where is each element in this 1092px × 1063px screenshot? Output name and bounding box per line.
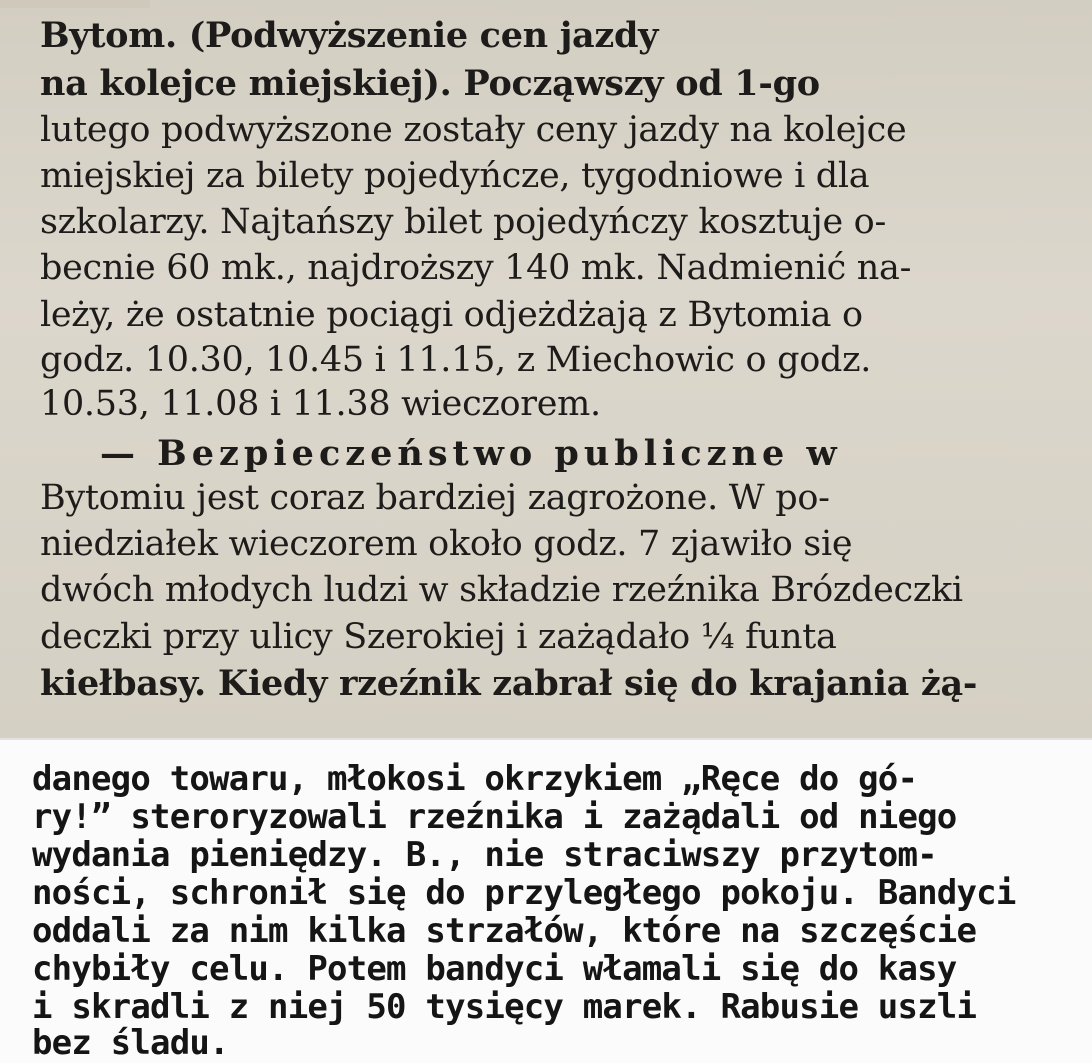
text-line: ności, schronił się do przyległego pokoju. Bandyci bbox=[32, 874, 1016, 912]
text-line: dwóch młodych ludzi w składzie rzeźnika Brózdeczki bbox=[40, 570, 963, 610]
text-line: becnie 60 mk., najdroższy 140 mk. Nadmienić na- bbox=[40, 248, 912, 288]
text-line: 10.53, 11.08 i 11.38 wieczorem. bbox=[40, 384, 601, 424]
torn-edge bbox=[0, 0, 150, 8]
text-line: kiełbasy. Kiedy rzeźnik zabrał się do krajania żą- bbox=[40, 664, 978, 704]
text-line: leży, że ostatnie pociągi odjeżdżają z Bytomia o bbox=[40, 295, 863, 335]
text-line: danego towaru, młokosi okrzykiem „Ręce do gó- bbox=[32, 760, 918, 798]
text-line: niedziałek wieczorem około godz. 7 zjawiło się bbox=[40, 524, 853, 564]
text-line: chybiły celu. Potem bandyci włamali się do kasy bbox=[32, 950, 957, 988]
text-line: oddali za nim kilka strzałów, które na szczęście bbox=[32, 912, 977, 950]
text-line: wydania pieniędzy. B., nie straciwszy przytom- bbox=[32, 836, 937, 874]
text-line: godz. 10.30, 10.45 i 11.15, z Miechowic o godz. bbox=[40, 340, 872, 380]
text-line: na kolejce miejskiej). Począwszy od 1-go bbox=[40, 64, 820, 104]
text-line: lutego podwyższone zostały ceny jazdy na kolejce bbox=[40, 110, 907, 150]
text-line: Bytom. (Podwyższenie cen jazdy bbox=[40, 16, 659, 56]
newspaper-clipping-bottom bbox=[0, 738, 1092, 1063]
text-line: Bytomiu jest coraz bardziej zagrożone. W po- bbox=[40, 478, 830, 518]
text-line: bez śladu. bbox=[32, 1024, 229, 1062]
text-line: i skradli z niej 50 tysięcy marek. Rabusie uszli bbox=[32, 988, 977, 1026]
text-line: miejskiej za bilety pojedyńcze, tygodniowe i dla bbox=[40, 156, 870, 196]
text-line: deczki przy ulicy Szerokiej i zażądało ¼ funta bbox=[40, 617, 837, 657]
text-line: szkolarzy. Najtańszy bilet pojedyńczy kosztuje o- bbox=[40, 202, 886, 242]
section-heading: — Bezpieczeństwo publiczne w bbox=[100, 434, 842, 474]
text-line: ry!” steroryzowali rzeźnika i zażądali od niego bbox=[32, 798, 957, 836]
